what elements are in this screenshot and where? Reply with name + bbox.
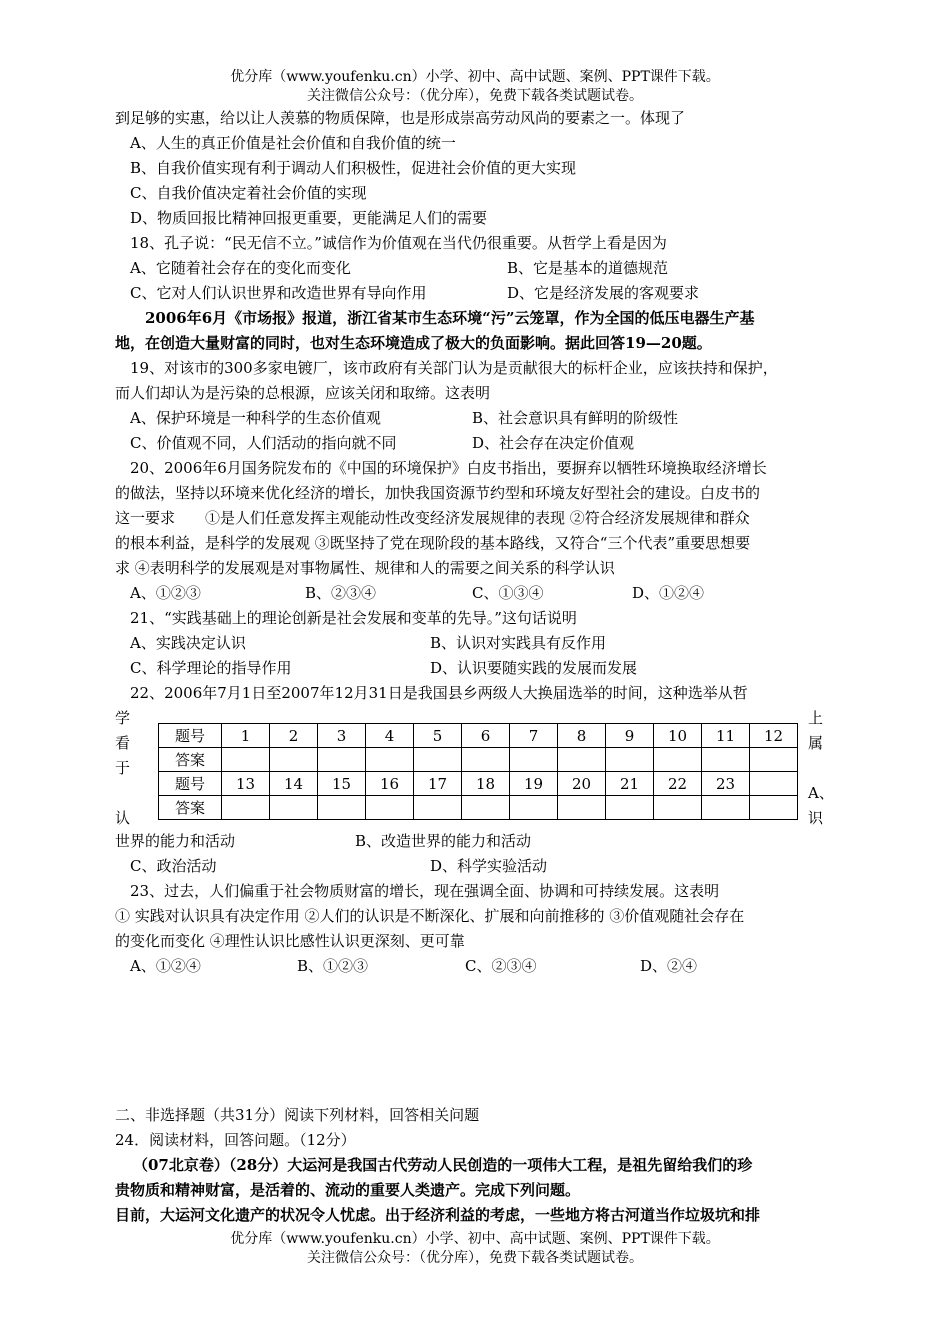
- q18-option-a: A、它随着社会存在的变化而变化: [130, 259, 351, 277]
- answer-table-number-row: [159, 772, 798, 796]
- q20-option-d: D、①②④: [632, 584, 705, 602]
- section2-title: 二、非选择题（共31分）阅读下列材料，回答相关问题: [115, 1106, 480, 1124]
- q22-option-d: D、科学实验活动: [430, 857, 548, 875]
- answer-cell[interactable]: [366, 796, 414, 820]
- q23-option-d: D、②④: [640, 957, 698, 975]
- q23-option-b: B、①②③: [297, 957, 369, 975]
- q23-option-c: C、②③④: [465, 957, 537, 975]
- q21-option-a: A、实践决定认识: [130, 634, 246, 652]
- q23-stem: 23、过去，人们偏重于社会物质财富的增长，现在强调全面、协调和可持续发展。这表明: [130, 882, 720, 900]
- number-cell: 3: [318, 724, 366, 748]
- answer-cell[interactable]: [222, 796, 270, 820]
- page-header-line2: 关注微信公众号：（优分库），免费下载各类试题试卷。: [307, 88, 643, 104]
- q17-option-d: D、物质回报比精神回报更重要，更能满足人们的需要: [130, 209, 488, 227]
- q17-option-c: C、自我价值决定着社会价值的实现: [130, 184, 367, 202]
- answer-table-answer-row: [159, 796, 798, 820]
- number-cell: 18: [462, 772, 510, 796]
- number-cell: 6: [462, 724, 510, 748]
- number-cell: 5: [414, 724, 462, 748]
- answer-cell[interactable]: [222, 748, 270, 772]
- q18-option-b: B、它是基本的道德规范: [507, 259, 669, 277]
- answer-cell[interactable]: [750, 796, 798, 820]
- q19-option-d: D、社会存在决定价值观: [472, 434, 635, 452]
- number-cell: 17: [414, 772, 462, 796]
- answer-cell[interactable]: [462, 796, 510, 820]
- q21-option-c: C、科学理论的指导作用: [130, 659, 292, 677]
- number-cell: 23: [702, 772, 750, 796]
- q23-line3: 的变化而变化 ④理性认识比感性认识更深刻、更可靠: [115, 932, 465, 950]
- answer-cell[interactable]: [606, 748, 654, 772]
- answer-cell[interactable]: [414, 796, 462, 820]
- q17-stem-tail: 到足够的实惠，给以让人羡慕的物质保障，也是形成崇高劳动风尚的要素之一。体现了: [115, 109, 686, 127]
- q20-stem-line4: 的根本利益，是科学的发展观 ③既坚持了党在现阶段的基本路线，又符合“三个代表”重要思想要: [115, 534, 751, 552]
- q24-material-line3: 目前，大运河文化遗产的状况令人忧虑。出于经济利益的考虑，一些地方将古河道当作垃圾坑和排: [115, 1206, 761, 1224]
- number-cell: 22: [654, 772, 702, 796]
- answer-table-answer-row: [159, 748, 798, 772]
- page-footer-line1: 优分库（www.youfenku.cn）小学、初中、高中试题、案例、PPT课件下载。: [230, 1231, 720, 1247]
- q19-stem-line2: 而人们却认为是污染的总根源，应该关闭和取缔。这表明: [115, 384, 491, 402]
- q22-stem-line1: 22、2006年7月1日至2007年12月31日是我国县乡两级人大换届选举的时间，这种选举从哲: [130, 684, 748, 702]
- q20-stem-line1: 20、2006年6月国务院发布的《中国的环境保护》白皮书指出，要摒弃以牺牲环境换取经济增长: [130, 459, 767, 477]
- q18-option-c: C、它对人们认识世界和改造世界有导向作用: [130, 284, 427, 302]
- number-cell: 20: [558, 772, 606, 796]
- q20-stem-line2: 的做法，坚持以环境来优化经济的增长，加快我国资源节约型和环境友好型社会的建设。白皮书的: [115, 484, 761, 502]
- page-header-line1: 优分库（www.youfenku.cn）小学、初中、高中试题、案例、PPT课件下载。: [230, 69, 720, 85]
- number-cell: 13: [222, 772, 270, 796]
- q21-option-d: D、认识要随实践的发展而发展: [430, 659, 638, 677]
- q18-stem: 18、孔子说：“民无信不立。”诚信作为价值观在当代仍很重要。从哲学上看是因为: [130, 234, 667, 252]
- q17-option-b: B、自我价值实现有利于调动人们积极性，促进社会价值的更大实现: [130, 159, 577, 177]
- number-cell: 12: [750, 724, 798, 748]
- answer-label-cell: 答案: [159, 796, 222, 820]
- q19-option-a: A、保护环境是一种科学的生态价值观: [130, 409, 381, 427]
- number-label-cell: 题号: [159, 724, 222, 748]
- q22-right-char: 识: [808, 809, 824, 827]
- material-19-20-line1: 2006年6月《市场报》报道，浙江省某市生态环境“污”云笼罩，作为全国的低压电器生产基: [145, 309, 755, 327]
- q22-right-char: A、: [808, 784, 834, 802]
- answer-cell[interactable]: [654, 748, 702, 772]
- q20-stem-line3: 这一要求 ①是人们任意发挥主观能动性改变经济发展规律的表现 ②符合经济发展规律和群众: [115, 509, 750, 527]
- answer-cell[interactable]: [318, 796, 366, 820]
- answer-cell[interactable]: [462, 748, 510, 772]
- answer-cell[interactable]: [702, 748, 750, 772]
- number-cell: 8: [558, 724, 606, 748]
- number-cell: 7: [510, 724, 558, 748]
- number-cell: 1: [222, 724, 270, 748]
- number-cell: 19: [510, 772, 558, 796]
- number-cell: 11: [702, 724, 750, 748]
- answer-cell[interactable]: [270, 748, 318, 772]
- answer-cell[interactable]: [750, 748, 798, 772]
- q23-option-a: A、①②④: [130, 957, 201, 975]
- q22-option-b: B、改造世界的能力和活动: [355, 832, 532, 850]
- q22-left-char: 认: [115, 809, 131, 827]
- q22-left-char: 看: [115, 734, 131, 752]
- q22-option-a-continued: 世界的能力和活动: [115, 832, 236, 850]
- number-cell: 10: [654, 724, 702, 748]
- q24-material-line2: 贵物质和精神财富，是活着的、流动的重要人类遗产。完成下列问题。: [115, 1181, 581, 1199]
- answer-label-cell: 答案: [159, 748, 222, 772]
- q17-option-a: A、人生的真正价值是社会价值和自我价值的统一: [130, 134, 456, 152]
- q20-option-c: C、①③④: [472, 584, 544, 602]
- page-footer-line2: 关注微信公众号：（优分库），免费下载各类试题试卷。: [307, 1250, 643, 1266]
- number-cell: 16: [366, 772, 414, 796]
- number-cell: 4: [366, 724, 414, 748]
- answer-table: [158, 723, 798, 820]
- q23-line2: ① 实践对认识具有决定作用 ②人们的认识是不断深化、扩展和向前推移的 ③价值观随社会存在: [115, 907, 745, 925]
- answer-cell[interactable]: [414, 748, 462, 772]
- number-cell: [750, 772, 798, 796]
- answer-cell[interactable]: [654, 796, 702, 820]
- q22-option-c: C、政治活动: [130, 857, 217, 875]
- q19-option-c: C、价值观不同，人们活动的指向就不同: [130, 434, 397, 452]
- q24-material-line1: （07北京卷）（28分）大运河是我国古代劳动人民创造的一项伟大工程，是祖先留给我们的珍: [133, 1156, 753, 1174]
- answer-cell[interactable]: [558, 748, 606, 772]
- number-cell: 9: [606, 724, 654, 748]
- q19-option-b: B、社会意识具有鲜明的阶级性: [472, 409, 679, 427]
- q20-stem-line5: 求 ④表明科学的发展观是对事物属性、规律和人的需要之间关系的科学认识: [115, 559, 615, 577]
- q21-option-b: B、认识对实践具有反作用: [430, 634, 607, 652]
- number-label-cell: 题号: [159, 772, 222, 796]
- q20-option-a: A、①②③: [130, 584, 201, 602]
- answer-cell[interactable]: [558, 796, 606, 820]
- q21-stem: 21、“实践基础上的理论创新是社会发展和变革的先导。”这句话说明: [130, 609, 577, 627]
- answer-table-number-row: [159, 724, 798, 748]
- number-cell: 21: [606, 772, 654, 796]
- q18-option-d: D、它是经济发展的客观要求: [507, 284, 700, 302]
- answer-cell[interactable]: [606, 796, 654, 820]
- number-cell: 2: [270, 724, 318, 748]
- q22-right-char: 属: [808, 734, 824, 752]
- number-cell: 14: [270, 772, 318, 796]
- answer-cell[interactable]: [510, 748, 558, 772]
- q22-left-char: 学: [115, 709, 131, 727]
- answer-cell[interactable]: [318, 748, 366, 772]
- q22-left-char: 于: [115, 759, 131, 777]
- answer-cell[interactable]: [510, 796, 558, 820]
- q20-option-b: B、②③④: [305, 584, 377, 602]
- material-19-20-line2: 地，在创造大量财富的同时，也对生态环境造成了极大的负面影响。据此回答19—20题。: [115, 334, 712, 352]
- answer-cell[interactable]: [270, 796, 318, 820]
- q19-stem-line1: 19、对该市的300多家电镀厂，该市政府有关部门认为是贡献很大的标杆企业，应该扶持和保护，: [130, 359, 778, 377]
- answer-cell[interactable]: [702, 796, 750, 820]
- answer-cell[interactable]: [366, 748, 414, 772]
- q22-right-char: 上: [808, 709, 824, 727]
- q24-heading: 24．阅读材料，回答问题。（12分）: [115, 1131, 356, 1149]
- number-cell: 15: [318, 772, 366, 796]
